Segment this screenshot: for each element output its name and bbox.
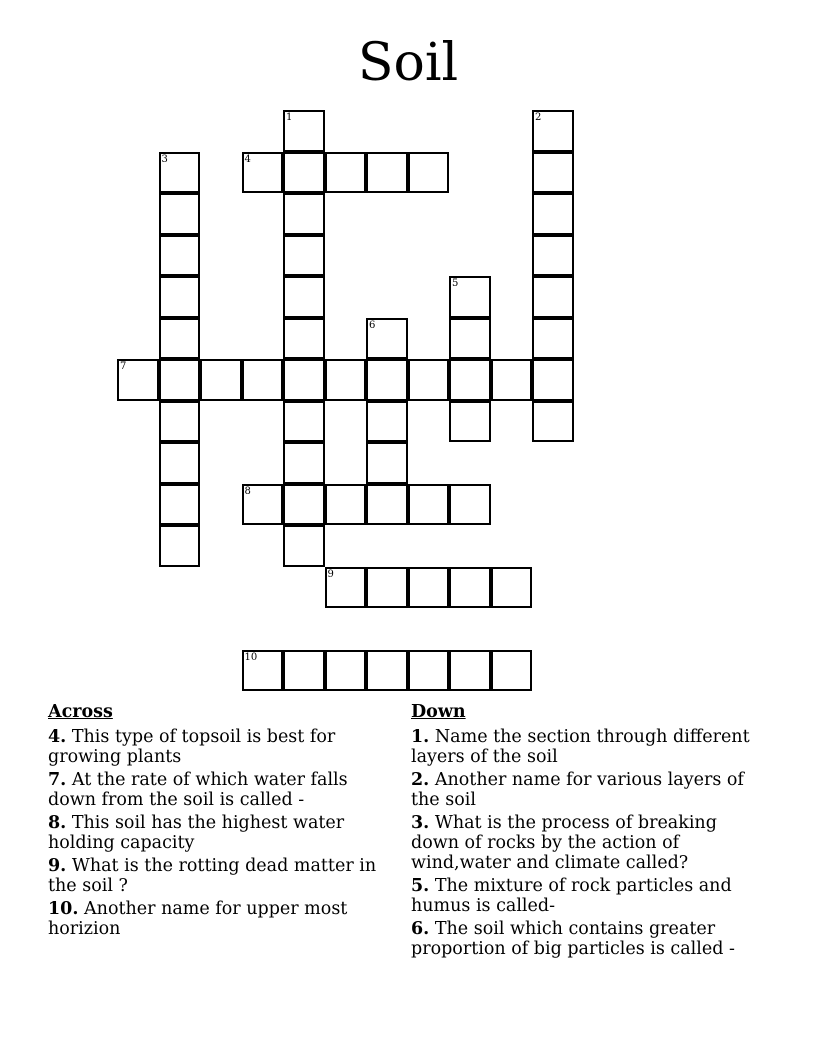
grid-cell[interactable] bbox=[242, 152, 284, 194]
grid-cell[interactable] bbox=[283, 484, 325, 526]
cell-number: 6 bbox=[369, 319, 376, 331]
grid-cell[interactable] bbox=[325, 484, 367, 526]
down-heading: Down bbox=[411, 702, 466, 722]
grid-cell[interactable] bbox=[366, 442, 408, 484]
grid-cell[interactable] bbox=[242, 359, 284, 401]
grid-cell[interactable] bbox=[449, 359, 491, 401]
grid-cell[interactable] bbox=[449, 401, 491, 443]
clue-across-4: 4. This type of topsoil is best for growing plants bbox=[48, 727, 336, 767]
grid-cell[interactable] bbox=[366, 401, 408, 443]
grid-cell[interactable] bbox=[408, 567, 450, 609]
grid-cell[interactable] bbox=[159, 318, 201, 360]
grid-cell[interactable] bbox=[283, 359, 325, 401]
clue-down-5: 5. The mixture of rock particles and humus is called- bbox=[411, 876, 732, 916]
grid-cell[interactable] bbox=[491, 567, 533, 609]
grid-cell[interactable] bbox=[532, 276, 574, 318]
grid-cell[interactable] bbox=[408, 359, 450, 401]
grid-cell[interactable] bbox=[449, 567, 491, 609]
clue-across-10: 10. Another name for upper most horizion bbox=[48, 899, 348, 939]
grid-cell[interactable] bbox=[117, 359, 159, 401]
grid-cell[interactable] bbox=[449, 276, 491, 318]
grid-cell[interactable] bbox=[159, 359, 201, 401]
grid-cell[interactable] bbox=[532, 235, 574, 277]
grid-cell[interactable] bbox=[283, 318, 325, 360]
grid-cell[interactable] bbox=[159, 193, 201, 235]
clue-across-7: 7. At the rate of which water falls down from the soil is called - bbox=[48, 770, 348, 810]
across-clues bbox=[48, 702, 393, 942]
cell-number: 8 bbox=[244, 485, 251, 497]
cell-number: 1 bbox=[286, 112, 293, 123]
cell-number: 4 bbox=[244, 153, 251, 165]
down-clues bbox=[411, 702, 756, 962]
grid-cell[interactable] bbox=[159, 442, 201, 484]
grid-cell[interactable] bbox=[283, 152, 325, 194]
grid-cell[interactable] bbox=[200, 359, 242, 401]
grid-cell[interactable] bbox=[283, 525, 325, 567]
grid-cell[interactable] bbox=[283, 276, 325, 318]
grid-cell[interactable] bbox=[325, 152, 367, 194]
grid-cell[interactable] bbox=[408, 152, 450, 194]
grid-cell[interactable] bbox=[532, 152, 574, 194]
grid-cell[interactable] bbox=[242, 484, 284, 526]
clue-across-9: 9. What is the rotting dead matter in the soil ? bbox=[48, 856, 377, 896]
grid-cell[interactable] bbox=[491, 650, 533, 692]
grid-cell[interactable] bbox=[366, 567, 408, 609]
clue-down-1: 1. Name the section through different layers of the soil bbox=[411, 727, 750, 767]
clue-down-3: 3. What is the process of breaking down of rocks by the action of wind,water and climate called? bbox=[411, 813, 717, 873]
grid-cell[interactable] bbox=[532, 318, 574, 360]
clue-down-2: 2. Another name for various layers of the soil bbox=[411, 770, 744, 810]
cell-number: 3 bbox=[161, 153, 168, 165]
grid-cell[interactable] bbox=[366, 152, 408, 194]
grid-cell[interactable] bbox=[159, 235, 201, 277]
clue-down-6: 6. The soil which contains greater proportion of big particles is called - bbox=[411, 919, 735, 959]
cell-number: 5 bbox=[452, 278, 459, 289]
grid-cell[interactable] bbox=[283, 193, 325, 235]
grid-cell[interactable] bbox=[366, 318, 408, 360]
grid-cell[interactable] bbox=[449, 650, 491, 692]
cell-number: 10 bbox=[244, 651, 258, 663]
grid-cell[interactable] bbox=[159, 276, 201, 318]
grid-cell[interactable] bbox=[408, 650, 450, 692]
cell-number: 2 bbox=[535, 112, 542, 123]
grid-cell[interactable] bbox=[159, 152, 201, 194]
grid-cell[interactable] bbox=[159, 401, 201, 443]
grid-cell[interactable] bbox=[366, 359, 408, 401]
grid-cell[interactable] bbox=[366, 650, 408, 692]
clue-across-8: 8. This soil has the highest water holding capacity bbox=[48, 813, 345, 853]
across-heading: Across bbox=[48, 702, 113, 722]
grid-cell[interactable] bbox=[283, 235, 325, 277]
grid-cell[interactable] bbox=[532, 110, 574, 152]
grid-cell[interactable] bbox=[283, 650, 325, 692]
grid-cell[interactable] bbox=[283, 442, 325, 484]
grid-cell[interactable] bbox=[242, 650, 284, 692]
grid-cell[interactable] bbox=[532, 401, 574, 443]
grid-cell[interactable] bbox=[366, 484, 408, 526]
grid-cell[interactable] bbox=[325, 567, 367, 609]
grid-cell[interactable] bbox=[283, 110, 325, 152]
grid-cell[interactable] bbox=[159, 525, 201, 567]
grid-cell[interactable] bbox=[449, 318, 491, 360]
grid-cell[interactable] bbox=[325, 359, 367, 401]
grid-cell[interactable] bbox=[449, 484, 491, 526]
grid-cell[interactable] bbox=[325, 650, 367, 692]
grid-cell[interactable] bbox=[408, 484, 450, 526]
puzzle-title: Soil bbox=[357, 33, 459, 93]
cell-number: 7 bbox=[120, 361, 127, 372]
cell-number: 9 bbox=[327, 568, 334, 580]
grid-cell[interactable] bbox=[532, 359, 574, 401]
grid-cell[interactable] bbox=[159, 484, 201, 526]
grid-cell[interactable] bbox=[491, 359, 533, 401]
grid-cell[interactable] bbox=[283, 401, 325, 443]
grid-cell[interactable] bbox=[532, 193, 574, 235]
